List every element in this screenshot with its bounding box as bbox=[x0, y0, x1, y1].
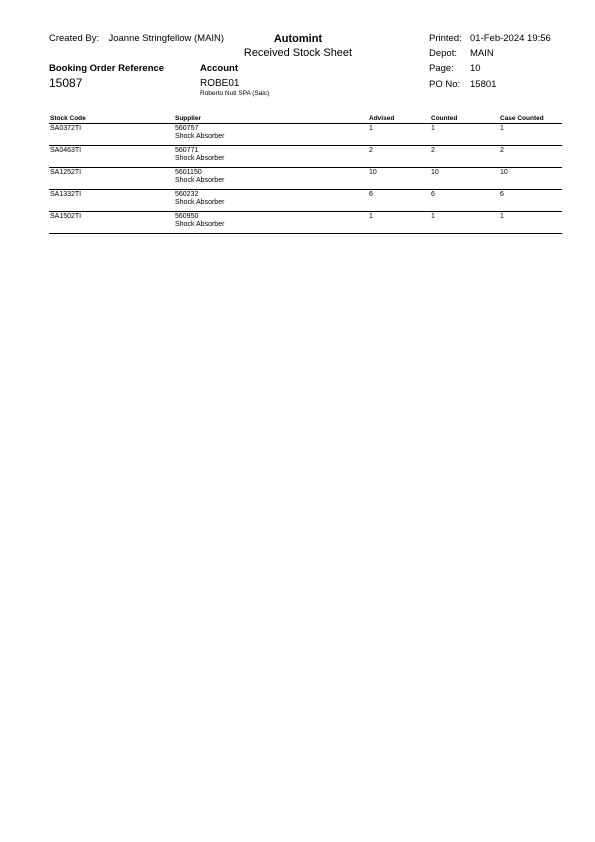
po-label: PO No: bbox=[429, 79, 461, 90]
printed-label: Printed: bbox=[429, 33, 462, 44]
supplier-code: 560757 bbox=[175, 125, 199, 132]
advised-qty: 2 bbox=[369, 147, 373, 154]
report-title: Automint bbox=[273, 33, 323, 45]
supplier-code: 560232 bbox=[175, 191, 199, 198]
supplier bbox=[175, 169, 224, 185]
supplier bbox=[175, 125, 224, 141]
supplier-desc: Shock Absorber bbox=[175, 221, 225, 228]
stock-code: SA0463TI bbox=[50, 147, 82, 154]
page-label: Page: bbox=[429, 63, 454, 74]
account-label: Account bbox=[200, 63, 238, 74]
created-by-value: Joanne Stringfellow (MAIN) bbox=[108, 33, 225, 44]
created-by-label: Created By: bbox=[49, 33, 100, 44]
col-advised: Advised bbox=[369, 115, 395, 122]
booking-ref-label: Booking Order Reference bbox=[49, 63, 165, 74]
case-counted-qty: 6 bbox=[500, 191, 504, 198]
advised-qty: 1 bbox=[369, 213, 373, 220]
col-supplier: Supplier bbox=[175, 115, 202, 122]
account-name: Roberto Nuti SPA (Salc) bbox=[200, 90, 270, 97]
supplier bbox=[175, 191, 224, 207]
counted-qty: 1 bbox=[431, 213, 435, 220]
case-counted-qty: 10 bbox=[500, 169, 508, 176]
stock-code: SA1252TI bbox=[50, 169, 82, 176]
table-row bbox=[49, 124, 562, 146]
counted-qty: 10 bbox=[431, 169, 439, 176]
advised-qty: 1 bbox=[369, 125, 373, 132]
table-header bbox=[49, 114, 562, 124]
supplier-desc: Shock Absorber bbox=[175, 155, 225, 162]
supplier-desc: Shock Absorber bbox=[175, 177, 225, 184]
report-subtitle: Received Stock Sheet bbox=[243, 47, 353, 59]
booking-ref-value: 15087 bbox=[49, 76, 83, 90]
depot-value: MAIN bbox=[470, 48, 494, 59]
counted-qty: 6 bbox=[431, 191, 435, 198]
supplier bbox=[175, 213, 224, 229]
supplier bbox=[175, 147, 224, 163]
printed-value: 01-Feb-2024 19:56 bbox=[470, 33, 551, 44]
supplier-code: 560771 bbox=[175, 147, 199, 154]
stock-code: SA1502TI bbox=[50, 213, 82, 220]
table-row bbox=[49, 190, 562, 212]
col-stock-code: Stock Code bbox=[50, 115, 86, 122]
stock-code: SA1332TI bbox=[50, 191, 82, 198]
case-counted-qty: 1 bbox=[500, 213, 504, 220]
case-counted-qty: 2 bbox=[500, 147, 504, 154]
depot-label: Depot: bbox=[429, 48, 457, 59]
table-row bbox=[49, 168, 562, 190]
supplier-desc: Shock Absorber bbox=[175, 199, 225, 206]
stock-table bbox=[49, 114, 562, 234]
advised-qty: 10 bbox=[369, 169, 377, 176]
created-by bbox=[49, 33, 224, 44]
counted-qty: 2 bbox=[431, 147, 435, 154]
account-code: ROBE01 bbox=[200, 78, 240, 89]
col-counted: Counted bbox=[431, 115, 458, 122]
po-value: 15801 bbox=[470, 79, 497, 90]
supplier-code: 560950 bbox=[175, 213, 199, 220]
col-case-counted: Case Counted bbox=[500, 115, 544, 122]
table-row bbox=[49, 212, 562, 234]
supplier-code: 5601150 bbox=[175, 169, 202, 176]
table-row bbox=[49, 146, 562, 168]
stock-code: SA0372TI bbox=[50, 125, 82, 132]
supplier-desc: Shock Absorber bbox=[175, 133, 225, 140]
case-counted-qty: 1 bbox=[500, 125, 504, 132]
page-value: 10 bbox=[470, 63, 481, 74]
advised-qty: 6 bbox=[369, 191, 373, 198]
counted-qty: 1 bbox=[431, 125, 435, 132]
